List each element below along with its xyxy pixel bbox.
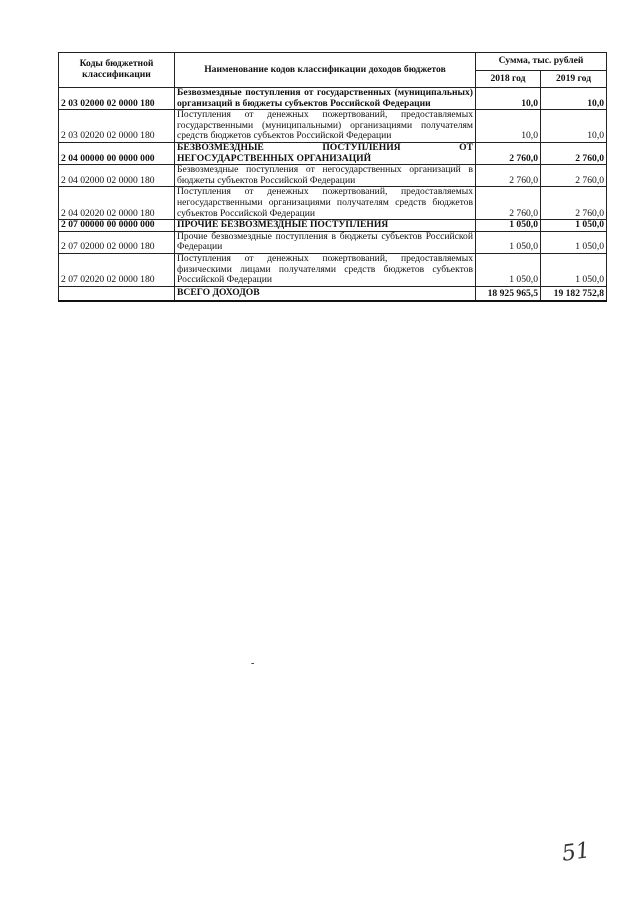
header-sum: Сумма, тыс. рублей — [476, 53, 607, 71]
value-2019-cell: 10,0 — [541, 110, 607, 143]
total-label: ВСЕГО ДОХОДОВ — [175, 286, 476, 301]
code-cell: 2 04 02000 02 0000 180 — [59, 165, 175, 187]
value-2018-cell: 10,0 — [476, 110, 541, 143]
code-cell: 2 07 00000 00 0000 000 — [59, 220, 175, 232]
header-name: Наименование кодов классификации доходов бюджетов — [175, 53, 476, 88]
name-cell: БЕЗВОЗМЕЗДНЫЕ ПОСТУПЛЕНИЯ ОТ НЕГОСУДАРСТВЕННЫХ ОРГАНИЗАЦИЙ — [175, 142, 476, 164]
table-body — [59, 88, 607, 301]
name-cell: Безвозмездные поступления от негосударственных организаций в бюджеты субъектов Российской Федерации — [175, 165, 476, 187]
value-2019-cell: 1 050,0 — [541, 231, 607, 253]
value-2018-cell: 1 050,0 — [476, 253, 541, 286]
code-cell: 2 03 02000 02 0000 180 — [59, 88, 175, 110]
revenue-table — [58, 52, 607, 302]
table-row — [59, 253, 607, 286]
value-2019-cell: 2 760,0 — [541, 165, 607, 187]
value-2018-cell: 1 050,0 — [476, 220, 541, 232]
page-number: 51 — [560, 838, 592, 867]
total-row — [59, 286, 607, 301]
value-2019-cell: 2 760,0 — [541, 187, 607, 220]
value-2018-cell: 2 760,0 — [476, 142, 541, 164]
value-2019-cell: 1 050,0 — [541, 220, 607, 232]
stray-mark: - — [251, 658, 255, 669]
name-cell: ПРОЧИЕ БЕЗВОЗМЕЗДНЫЕ ПОСТУПЛЕНИЯ — [175, 220, 476, 232]
value-2018-cell: 1 050,0 — [476, 231, 541, 253]
value-2019-cell: 1 050,0 — [541, 253, 607, 286]
value-2018-cell: 2 760,0 — [476, 187, 541, 220]
name-cell: Поступления от денежных пожертвований, предоставляемых физическими лицами получателями средств бюджетов субъектов Российской Федерации — [175, 253, 476, 286]
table-row — [59, 231, 607, 253]
table-row — [59, 88, 607, 110]
header-code: Коды бюджетной классификации — [59, 53, 175, 88]
name-cell: Прочие безвозмездные поступления в бюджеты субъектов Российской Федерации — [175, 231, 476, 253]
table-row — [59, 142, 607, 164]
code-cell: 2 07 02000 02 0000 180 — [59, 231, 175, 253]
table-row — [59, 165, 607, 187]
header-year-2019: 2019 год — [541, 71, 607, 88]
value-2018-cell: 10,0 — [476, 88, 541, 110]
value-2019-cell: 10,0 — [541, 88, 607, 110]
name-cell: Поступления от денежных пожертвований, предоставляемых негосударственными организациями получателям средств бюджетов субъектов Российской Федерации — [175, 187, 476, 220]
table-row — [59, 187, 607, 220]
name-cell: Безвозмездные поступления от государственных (муниципальных) организаций в бюджеты субъектов Российской Федерации — [175, 88, 476, 110]
header-year-2018: 2018 год — [476, 71, 541, 88]
table-row — [59, 110, 607, 143]
revenue-table-container — [58, 52, 606, 302]
total-2019: 19 182 752,8 — [541, 286, 607, 301]
table-row — [59, 220, 607, 232]
code-cell: 2 04 00000 00 0000 000 — [59, 142, 175, 164]
code-cell: 2 04 02020 02 0000 180 — [59, 187, 175, 220]
code-cell: 2 03 02020 02 0000 180 — [59, 110, 175, 143]
total-2018: 18 925 965,5 — [476, 286, 541, 301]
value-2018-cell: 2 760,0 — [476, 165, 541, 187]
code-cell: 2 07 02020 02 0000 180 — [59, 253, 175, 286]
total-code-cell — [59, 286, 175, 301]
name-cell: Поступления от денежных пожертвований, предоставляемых государственными (муниципальными) организациями получателям средств бюджетов субъектов Российской Федерации — [175, 110, 476, 143]
value-2019-cell: 2 760,0 — [541, 142, 607, 164]
